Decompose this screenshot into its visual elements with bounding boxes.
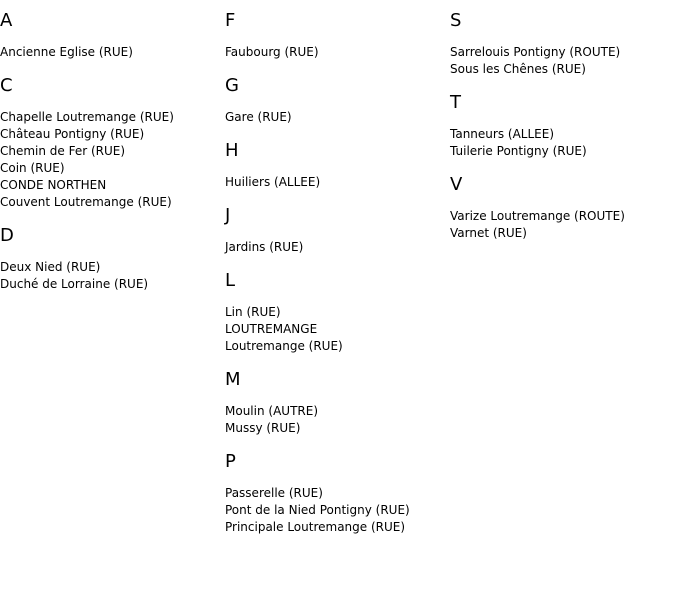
street-list bbox=[225, 239, 440, 256]
street-list bbox=[0, 259, 215, 293]
letter-group-t bbox=[450, 92, 665, 160]
letter-group-p bbox=[225, 451, 440, 536]
letter-group-l bbox=[225, 270, 440, 355]
street-link[interactable]: Sous les Chênes (RUE) bbox=[450, 62, 586, 76]
street-link[interactable]: Jardins (RUE) bbox=[225, 240, 304, 254]
index-column-3 bbox=[450, 10, 665, 256]
street-list bbox=[0, 44, 215, 61]
letter-heading: A bbox=[0, 10, 13, 31]
street-list bbox=[225, 44, 440, 61]
letter-group-j bbox=[225, 205, 440, 256]
letter-heading: V bbox=[450, 174, 463, 195]
letter-heading: D bbox=[0, 225, 14, 246]
street-link[interactable]: Château Pontigny (RUE) bbox=[0, 127, 145, 141]
street-link[interactable]: Sarrelouis Pontigny (ROUTE) bbox=[450, 45, 621, 59]
street-link[interactable]: LOUTREMANGE bbox=[225, 322, 318, 336]
letter-heading: S bbox=[450, 10, 462, 31]
street-link[interactable]: Varnet (RUE) bbox=[450, 226, 527, 240]
letter-heading: H bbox=[225, 140, 239, 161]
street-link[interactable]: Deux Nied (RUE) bbox=[0, 260, 101, 274]
letter-heading: L bbox=[225, 270, 236, 291]
letter-group-s bbox=[450, 10, 665, 78]
street-link[interactable]: Gare (RUE) bbox=[225, 110, 292, 124]
street-list bbox=[450, 208, 665, 242]
street-link[interactable]: Tuilerie Pontigny (RUE) bbox=[450, 144, 587, 158]
street-list bbox=[225, 109, 440, 126]
street-link[interactable]: CONDE NORTHEN bbox=[0, 178, 107, 192]
street-link[interactable]: Mussy (RUE) bbox=[225, 421, 301, 435]
letter-group-c bbox=[0, 75, 215, 211]
street-list bbox=[450, 126, 665, 160]
letter-heading: F bbox=[225, 10, 236, 31]
letter-group-g bbox=[225, 75, 440, 126]
street-list bbox=[450, 44, 665, 78]
street-link[interactable]: Couvent Loutremange (RUE) bbox=[0, 195, 172, 209]
street-list bbox=[225, 174, 440, 191]
letter-heading: M bbox=[225, 369, 241, 390]
street-link[interactable]: Loutremange (RUE) bbox=[225, 339, 343, 353]
street-list bbox=[225, 304, 440, 355]
street-link[interactable]: Pont de la Nied Pontigny (RUE) bbox=[225, 503, 410, 517]
street-link[interactable]: Tanneurs (ALLEE) bbox=[450, 127, 555, 141]
street-list bbox=[0, 109, 215, 211]
letter-heading: T bbox=[450, 92, 461, 113]
letter-group-m bbox=[225, 369, 440, 437]
street-link[interactable]: Chapelle Loutremange (RUE) bbox=[0, 110, 174, 124]
letter-group-a bbox=[0, 10, 215, 61]
street-link[interactable]: Coin (RUE) bbox=[0, 161, 65, 175]
index-column-1 bbox=[0, 10, 215, 307]
street-link[interactable]: Lin (RUE) bbox=[225, 305, 281, 319]
street-link[interactable]: Huiliers (ALLEE) bbox=[225, 175, 321, 189]
street-link[interactable]: Chemin de Fer (RUE) bbox=[0, 144, 126, 158]
letter-heading: J bbox=[225, 205, 231, 226]
street-link[interactable]: Principale Loutremange (RUE) bbox=[225, 520, 406, 534]
street-list bbox=[225, 403, 440, 437]
letter-group-d bbox=[0, 225, 215, 293]
street-link[interactable]: Moulin (AUTRE) bbox=[225, 404, 318, 418]
street-link[interactable]: Faubourg (RUE) bbox=[225, 45, 319, 59]
letter-group-f bbox=[225, 10, 440, 61]
letter-group-h bbox=[225, 140, 440, 191]
street-link[interactable]: Varize Loutremange (ROUTE) bbox=[450, 209, 625, 223]
street-link[interactable]: Passerelle (RUE) bbox=[225, 486, 323, 500]
letter-group-v bbox=[450, 174, 665, 242]
street-list bbox=[225, 485, 440, 536]
street-link[interactable]: Duché de Lorraine (RUE) bbox=[0, 277, 149, 291]
street-link[interactable]: Ancienne Eglise (RUE) bbox=[0, 45, 133, 59]
index-column-2 bbox=[225, 10, 440, 550]
letter-heading: P bbox=[225, 451, 236, 472]
letter-heading: C bbox=[0, 75, 13, 96]
letter-heading: G bbox=[225, 75, 239, 96]
